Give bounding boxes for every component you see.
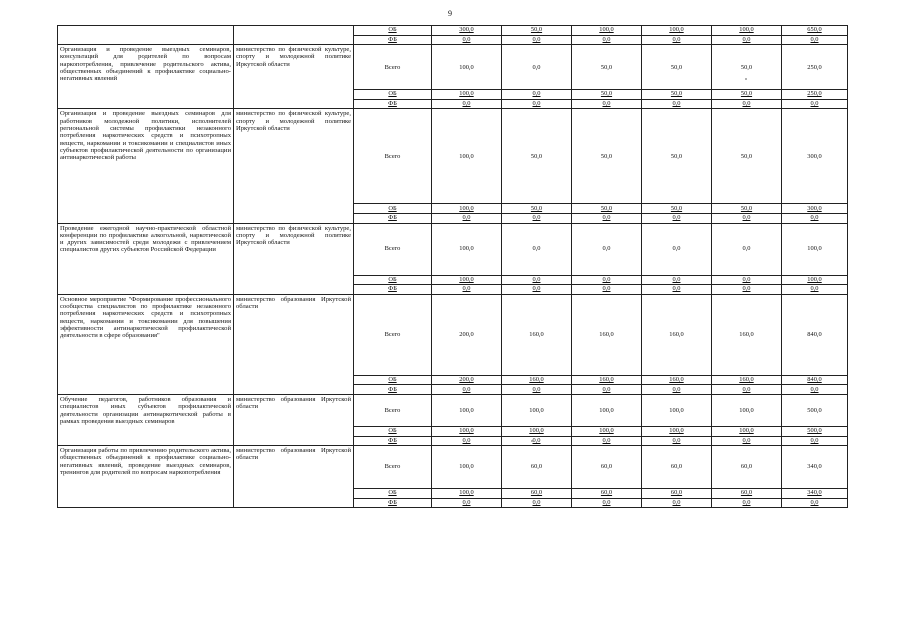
executor-cell: министерство по физической культуре, спорту и молодежной политике Иркутской области bbox=[234, 45, 354, 109]
value-cell: 0,0 bbox=[432, 213, 502, 223]
value-cell: 0,0 bbox=[782, 213, 848, 223]
value-cell: 50,0 bbox=[712, 204, 782, 214]
table-row bbox=[58, 26, 848, 36]
source-cell: Всего bbox=[354, 294, 432, 375]
source-cell: Всего bbox=[354, 394, 432, 426]
value-cell: 0,0 bbox=[502, 45, 572, 90]
table-row bbox=[58, 109, 848, 204]
value-cell: 0,0 bbox=[642, 275, 712, 285]
value-cell: 0,0 bbox=[572, 213, 642, 223]
value-cell: 0,0 bbox=[712, 35, 782, 45]
value-cell: 200,0 bbox=[432, 375, 502, 385]
value-cell: 300,0 bbox=[782, 109, 848, 204]
value-cell: 100,0 bbox=[432, 45, 502, 90]
value-cell: 100,0 bbox=[712, 394, 782, 426]
table-row bbox=[58, 446, 848, 489]
value-cell: 100,0 bbox=[712, 426, 782, 436]
source-cell: ФБ bbox=[354, 285, 432, 295]
value-cell: 60,0 bbox=[712, 446, 782, 489]
value-cell: 60,0 bbox=[502, 446, 572, 489]
scan-speck bbox=[531, 440, 533, 442]
value-cell: 0,0 bbox=[502, 285, 572, 295]
value-cell: 160,0 bbox=[502, 375, 572, 385]
value-cell: 0,0 bbox=[642, 436, 712, 446]
source-cell: ФБ bbox=[354, 213, 432, 223]
value-cell: 0,0 bbox=[712, 213, 782, 223]
value-cell: 300,0 bbox=[432, 26, 502, 36]
value-cell: 0,0 bbox=[712, 436, 782, 446]
value-cell: 0,0 bbox=[502, 35, 572, 45]
value-cell: 0,0 bbox=[502, 213, 572, 223]
value-cell: 160,0 bbox=[572, 375, 642, 385]
value-cell: 0,0 bbox=[642, 285, 712, 295]
value-cell: 0,0 bbox=[782, 35, 848, 45]
value-cell: 0,0 bbox=[502, 99, 572, 109]
table-row bbox=[58, 294, 848, 375]
value-cell: 50,0 bbox=[712, 109, 782, 204]
table-row bbox=[58, 223, 848, 275]
value-cell: 50,0 bbox=[642, 90, 712, 100]
value-cell: 100,0 bbox=[782, 223, 848, 275]
description-cell: Организация и проведение выездных семинаров для работников молодежной политики, исполнителей региональной системы профилактики незаконного потребления наркотических средств и психотропных веществ, наркомании и токсикомании и специалистов иных субъектов профилактической деятельности по организации антинаркотической работы bbox=[58, 109, 234, 223]
value-cell: 100,0 bbox=[432, 394, 502, 426]
value-cell: 0,0 bbox=[572, 436, 642, 446]
table-row bbox=[58, 394, 848, 426]
value-cell: 0,0 bbox=[782, 385, 848, 395]
source-cell: ОБ bbox=[354, 26, 432, 36]
value-cell: 340,0 bbox=[782, 489, 848, 499]
description-cell: Организация и проведение выездных семинаров, консультаций для родителей по вопросам наркопотребления, привлечение родительского актива, общественных объединений к профилактике социально-негативных явлений bbox=[58, 45, 234, 109]
value-cell: 300,0 bbox=[782, 204, 848, 214]
value-cell: 840,0 bbox=[782, 375, 848, 385]
value-cell: 50,0 bbox=[712, 45, 782, 90]
value-cell: 0,0 bbox=[782, 285, 848, 295]
value-cell: 100,0 bbox=[642, 26, 712, 36]
value-cell: 0,0 bbox=[712, 223, 782, 275]
executor-cell bbox=[234, 26, 354, 45]
source-cell: ОБ bbox=[354, 204, 432, 214]
value-cell: 50,0 bbox=[572, 90, 642, 100]
value-cell: 0,0 bbox=[642, 385, 712, 395]
value-cell: 200,0 bbox=[432, 294, 502, 375]
value-cell: 0,0 bbox=[642, 213, 712, 223]
value-cell: 50,0 bbox=[572, 109, 642, 204]
executor-cell: министерство образования Иркутской области bbox=[234, 446, 354, 508]
value-cell: 50,0 bbox=[712, 90, 782, 100]
value-cell: 100,0 bbox=[432, 204, 502, 214]
value-cell: 340,0 bbox=[782, 446, 848, 489]
value-cell: 100,0 bbox=[572, 426, 642, 436]
source-cell: ОБ bbox=[354, 375, 432, 385]
value-cell: 50,0 bbox=[502, 26, 572, 36]
value-cell: 0,0 bbox=[642, 498, 712, 508]
value-cell: 60,0 bbox=[572, 446, 642, 489]
value-cell: 0,0 bbox=[502, 436, 572, 446]
value-cell: 60,0 bbox=[642, 489, 712, 499]
source-cell: Всего bbox=[354, 446, 432, 489]
description-cell: Основное мероприятие "Формирование профессионального сообщества специалистов по профилактике незаконного потребления наркотических средств и психотропных веществ, наркомании и токсикомании для повышения эффективности антинаркотической профилактической деятельности в сфере образования" bbox=[58, 294, 234, 394]
value-cell: 0,0 bbox=[572, 223, 642, 275]
value-cell: 50,0 bbox=[502, 204, 572, 214]
value-cell: 160,0 bbox=[712, 294, 782, 375]
value-cell: 0,0 bbox=[432, 498, 502, 508]
value-cell: 160,0 bbox=[502, 294, 572, 375]
value-cell: 60,0 bbox=[712, 489, 782, 499]
scan-speck bbox=[745, 78, 747, 80]
executor-cell: министерство по физической культуре, спорту и молодежной политике Иркутской области bbox=[234, 223, 354, 294]
value-cell: 100,0 bbox=[502, 426, 572, 436]
value-cell: 250,0 bbox=[782, 90, 848, 100]
value-cell: 0,0 bbox=[502, 90, 572, 100]
value-cell: 100,0 bbox=[432, 90, 502, 100]
source-cell: ФБ bbox=[354, 498, 432, 508]
value-cell: 50,0 bbox=[572, 204, 642, 214]
page-number: 9 bbox=[448, 9, 452, 18]
value-cell: 160,0 bbox=[572, 294, 642, 375]
value-cell: 0,0 bbox=[642, 35, 712, 45]
value-cell: 0,0 bbox=[572, 99, 642, 109]
value-cell: 840,0 bbox=[782, 294, 848, 375]
source-cell: ОБ bbox=[354, 90, 432, 100]
source-cell: ФБ bbox=[354, 385, 432, 395]
value-cell: 0,0 bbox=[782, 99, 848, 109]
value-cell: 0,0 bbox=[572, 35, 642, 45]
value-cell: 50,0 bbox=[642, 45, 712, 90]
value-cell: 0,0 bbox=[782, 436, 848, 446]
value-cell: 0,0 bbox=[712, 385, 782, 395]
source-cell: ФБ bbox=[354, 99, 432, 109]
value-cell: 100,0 bbox=[712, 26, 782, 36]
value-cell: 160,0 bbox=[712, 375, 782, 385]
value-cell: 0,0 bbox=[712, 275, 782, 285]
value-cell: 60,0 bbox=[642, 446, 712, 489]
value-cell: 0,0 bbox=[642, 223, 712, 275]
value-cell: 250,0 bbox=[782, 45, 848, 90]
value-cell: 100,0 bbox=[432, 426, 502, 436]
value-cell: 50,0 bbox=[642, 109, 712, 204]
value-cell: 650,0 bbox=[782, 26, 848, 36]
source-cell: ОБ bbox=[354, 489, 432, 499]
value-cell: 0,0 bbox=[712, 498, 782, 508]
value-cell: 0,0 bbox=[782, 498, 848, 508]
value-cell: 100,0 bbox=[782, 275, 848, 285]
value-cell: 0,0 bbox=[432, 385, 502, 395]
description-cell: Проведение ежегодной научно-практической областной конференции по профилактике алкогольной, наркотической и других зависимостей среди молодежи с привлечением специалистов других субъектов Российской Федерации bbox=[58, 223, 234, 294]
source-cell: ОБ bbox=[354, 426, 432, 436]
value-cell: 0,0 bbox=[502, 223, 572, 275]
value-cell: 100,0 bbox=[432, 223, 502, 275]
value-cell: 0,0 bbox=[712, 285, 782, 295]
executor-cell: министерство по физической культуре, спорту и молодежной политике Иркутской области bbox=[234, 109, 354, 223]
source-cell: Всего bbox=[354, 223, 432, 275]
value-cell: 0,0 bbox=[502, 275, 572, 285]
value-cell: 0,0 bbox=[642, 99, 712, 109]
value-cell: 100,0 bbox=[642, 394, 712, 426]
value-cell: 100,0 bbox=[432, 489, 502, 499]
value-cell: 50,0 bbox=[642, 204, 712, 214]
source-cell: Всего bbox=[354, 109, 432, 204]
executor-cell: министерство образования Иркутской области bbox=[234, 294, 354, 394]
value-cell: 50,0 bbox=[572, 45, 642, 90]
value-cell: 100,0 bbox=[432, 446, 502, 489]
value-cell: 60,0 bbox=[572, 489, 642, 499]
value-cell: 160,0 bbox=[642, 375, 712, 385]
description-cell bbox=[58, 26, 234, 45]
value-cell: 100,0 bbox=[432, 109, 502, 204]
value-cell: 160,0 bbox=[642, 294, 712, 375]
value-cell: 100,0 bbox=[642, 426, 712, 436]
description-cell: Организация работы по привлечению родительского актива, общественных объединений к профилактике социально-негативных явлений, проведение выездных семинаров, тренингов для родителей по вопросам наркопотребления bbox=[58, 446, 234, 508]
source-cell: ФБ bbox=[354, 436, 432, 446]
executor-cell: министерство образования Иркутской области bbox=[234, 394, 354, 445]
value-cell: 100,0 bbox=[502, 394, 572, 426]
value-cell: 0,0 bbox=[572, 498, 642, 508]
table-row bbox=[58, 45, 848, 90]
value-cell: 0,0 bbox=[572, 275, 642, 285]
source-cell: Всего bbox=[354, 45, 432, 90]
funding-table bbox=[57, 25, 848, 508]
value-cell: 0,0 bbox=[432, 436, 502, 446]
value-cell: 0,0 bbox=[502, 498, 572, 508]
value-cell: 500,0 bbox=[782, 394, 848, 426]
value-cell: 100,0 bbox=[572, 26, 642, 36]
value-cell: 50,0 bbox=[502, 109, 572, 204]
value-cell: 0,0 bbox=[432, 99, 502, 109]
value-cell: 0,0 bbox=[712, 99, 782, 109]
value-cell: 500,0 bbox=[782, 426, 848, 436]
source-cell: ОБ bbox=[354, 275, 432, 285]
value-cell: 0,0 bbox=[432, 35, 502, 45]
value-cell: 100,0 bbox=[432, 275, 502, 285]
value-cell: 0,0 bbox=[572, 285, 642, 295]
value-cell: 0,0 bbox=[572, 385, 642, 395]
value-cell: 100,0 bbox=[572, 394, 642, 426]
description-cell: Обучение педагогов, работников образования и специалистов иных субъектов профилактической деятельности организации антинаркотической работы в рамках проведения выездных семинаров bbox=[58, 394, 234, 445]
value-cell: 0,0 bbox=[502, 385, 572, 395]
source-cell: ФБ bbox=[354, 35, 432, 45]
value-cell: 0,0 bbox=[432, 285, 502, 295]
value-cell: 60,0 bbox=[502, 489, 572, 499]
